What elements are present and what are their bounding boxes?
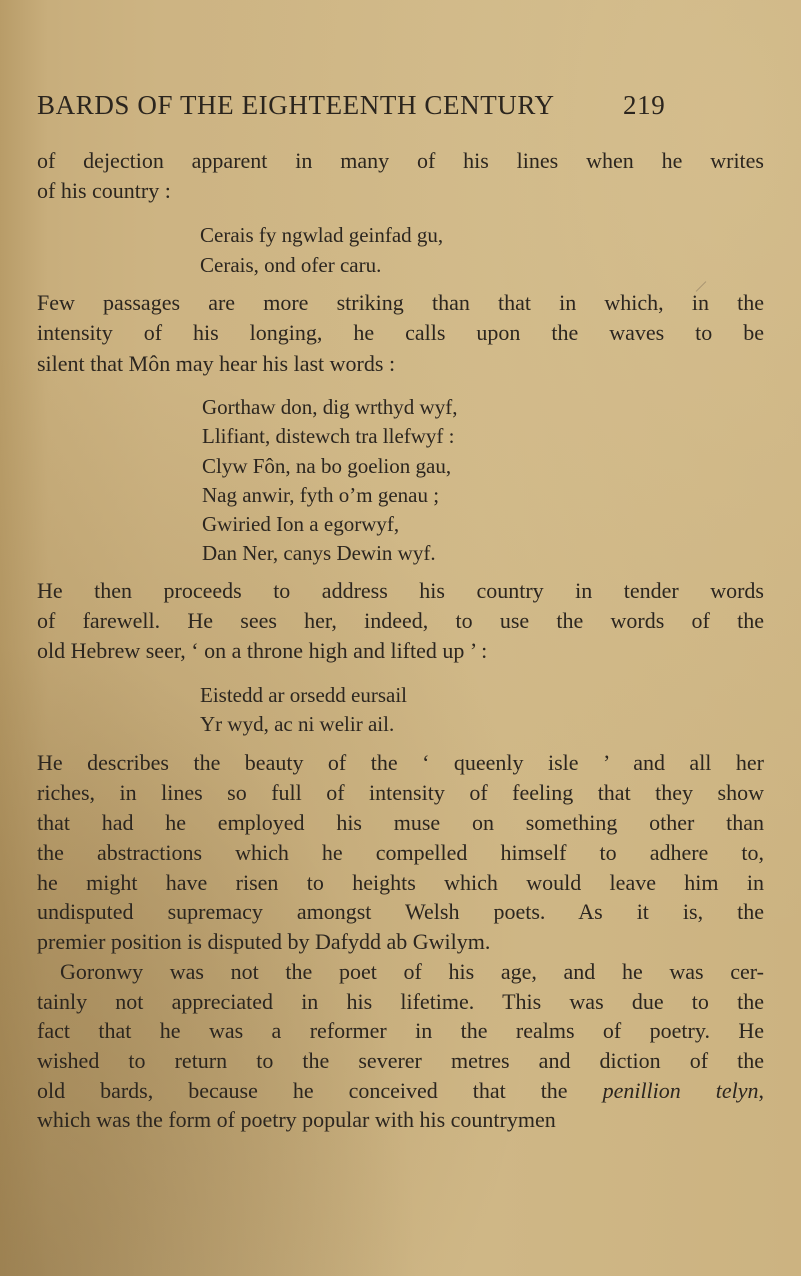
text-line: the abstractions which he compelled himself to adhere to, [37, 840, 764, 865]
text-line: He then proceeds to address his country in tender words [37, 578, 764, 603]
text-span: old bards, because he conceived that the [37, 1078, 603, 1103]
text-line: tainly not appreciated in his lifetime. This was due to the [37, 989, 764, 1014]
text-line-with-italic [37, 1077, 764, 1105]
text-line: Few passages are more striking than that in which, in the [37, 290, 764, 315]
text-line: fact that he was a reformer in the realms of poetry. He [37, 1018, 764, 1043]
text-line: wished to return to the severer metres and diction of the [37, 1048, 764, 1073]
verse-line: Cerais fy ngwlad geinfad gu, [200, 223, 444, 247]
text-line: which was the form of poetry popular with his countrymen [37, 1107, 556, 1132]
running-title: BARDS OF THE EIGHTEENTH CENTURY [37, 90, 555, 120]
verse-line: Dan Ner, canys Dewin wyf. [202, 541, 436, 565]
verse-line: Gwiried Ion a egorwyf, [202, 512, 400, 536]
page-number: 219 [623, 90, 666, 120]
running-head [37, 90, 687, 124]
text-line: of farewell. He sees her, indeed, to use the words of the [37, 608, 764, 633]
italic-term: penillion telyn [602, 1078, 759, 1103]
verse-line: Eistedd ar orsedd eursail [200, 683, 408, 707]
text-line: intensity of his longing, he calls upon the waves to be [37, 320, 764, 345]
verse-line: Yr wyd, ac ni welir ail. [200, 712, 395, 736]
verse-line: Llifiant, distewch tra llefwyf : [202, 424, 455, 448]
text-line: He describes the beauty of the ‘ queenly isle ’ and all her [37, 750, 764, 775]
text-line: of his country : [37, 178, 171, 203]
text-line: of dejection apparent in many of his lines when he writes [37, 148, 764, 173]
text-line: old Hebrew seer, ‘ on a throne high and lifted up ’ : [37, 638, 488, 663]
verse-line: Nag anwir, fyth o’m genau ; [202, 483, 440, 507]
text-line: undisputed supremacy amongst Welsh poets. As it is, the [37, 899, 764, 924]
text-line: riches, in lines so full of intensity of feeling that they show [37, 780, 764, 805]
verse-line: Gorthaw don, dig wrthyd wyf, [202, 395, 458, 419]
text-line: silent that Môn may hear his last words : [37, 351, 396, 376]
text-line: that had he employed his muse on something other than [37, 810, 764, 835]
text-line: premier position is disputed by Dafydd ab Gwilym. [37, 929, 491, 954]
verse-line: Clyw Fôn, na bo goelion gau, [202, 454, 452, 478]
text-line: Goronwy was not the poet of his age, and he was cer- [60, 959, 764, 984]
verse-line: Cerais, ond ofer caru. [200, 253, 382, 277]
text-line: he might have risen to heights which would leave him in [37, 870, 764, 895]
text-span: , [758, 1078, 765, 1103]
